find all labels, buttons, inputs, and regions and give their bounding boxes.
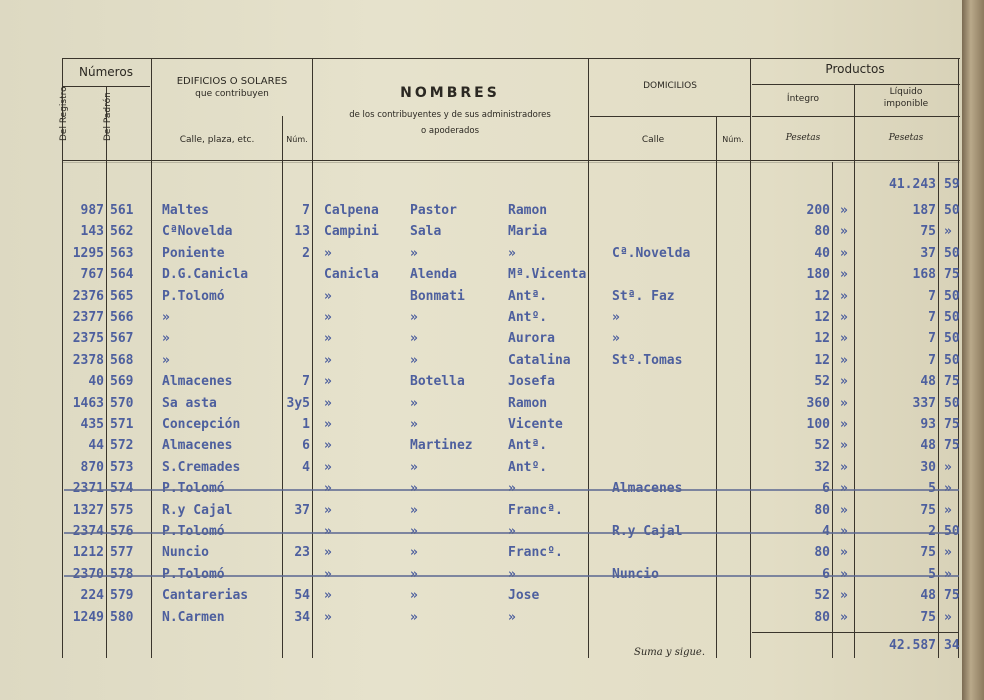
suma-y-sigue-label: Suma y sigue. [634,647,706,658]
padron-number: 568 [110,353,134,368]
liquido-pesetas: 75 [920,545,936,560]
domicile-street [612,223,716,241]
padron-number: 567 [110,331,134,346]
domicile-street [612,437,716,455]
domicile-street [612,587,716,605]
street-name: Almacenes [162,438,233,453]
street-number: 1 [302,417,310,432]
street-name: Concepción [162,417,241,432]
liquido-cents: » [944,610,952,625]
liquido-cents: 75 [944,438,960,453]
header-calle-plaza: Calle, plaza, etc. [179,135,255,145]
integro-pesetas: 80 [814,610,830,625]
first-surname: » [324,396,332,411]
second-surname: Botella [410,374,465,389]
second-surname: » [410,396,418,411]
sum-rule [752,632,958,633]
integro-cents: » [840,310,848,325]
strikethrough-line [64,489,959,491]
second-surname: » [410,460,418,475]
integro-pesetas: 52 [814,438,830,453]
strikethrough-line [64,575,959,577]
second-surname: » [410,588,418,603]
street-name: » [162,353,170,368]
liquido-cents: 75 [944,417,960,432]
header-liquido: Líquido [889,87,923,97]
given-name: Aurora [508,331,555,346]
table-top-border [62,58,960,59]
liquido-cents: 50 [944,203,960,218]
integro-cents: » [840,396,848,411]
liquido-cents: 50 [944,331,960,346]
header-que-contribuyen: que contribuyen [195,89,269,99]
street-name: Sa asta [162,396,217,411]
street-name: P.Tolomó [162,289,225,304]
liquido-cents: 50 [944,246,960,261]
first-surname: » [324,438,332,453]
street-number: 6 [302,438,310,453]
street-number: 13 [294,224,310,239]
given-name: Antº. [508,460,548,475]
street-number: 23 [294,545,310,560]
street-number: 7 [302,203,310,218]
second-surname: » [410,545,418,560]
col-rule-pad [151,58,152,658]
given-name: Jose [508,588,540,603]
given-name: Antª. [508,289,548,304]
padron-number: 565 [110,289,134,304]
liquido-pesetas: 75 [920,224,936,239]
liquido-pesetas: 48 [920,438,936,453]
liquido-pesetas: 75 [920,503,936,518]
integro-cents: » [840,545,848,560]
carry-cents: 59 [944,177,960,192]
integro-pesetas: 180 [806,267,830,282]
header-imponible: imponible [883,99,929,109]
second-surname: » [410,610,418,625]
given-name: Antº. [508,310,548,325]
domicile-street: » [612,310,620,325]
second-surname: » [410,331,418,346]
given-name: Ramon [508,396,548,411]
domicilios-divider [590,116,750,117]
registro-number: 1327 [72,503,104,518]
second-surname: Pastor [410,203,457,218]
domicile-street [612,459,716,477]
header-integro: Íntegro [786,94,820,104]
integro-pesetas: 80 [814,503,830,518]
integro-cents: » [840,203,848,218]
col-rule-int-cents [832,162,833,658]
domicile-street [612,502,716,520]
first-surname: » [324,417,332,432]
integro-pesetas: 80 [814,224,830,239]
header-bottom-border-2 [62,162,960,163]
header-edificios: EDIFICIOS O SOLARES [176,76,288,87]
first-surname: Canicla [324,267,379,282]
liquido-cents: » [944,545,952,560]
second-surname: » [410,353,418,368]
col-rule-nombres [588,58,589,658]
header-pesetas-liquido: Pesetas [888,133,924,143]
given-name: Maria [508,224,548,239]
integro-cents: » [840,246,848,261]
integro-cents: » [840,417,848,432]
second-surname: » [410,503,418,518]
domicile-street: Stª. Faz [612,289,675,304]
first-surname: » [324,545,332,560]
integro-pesetas: 12 [814,353,830,368]
registro-number: 987 [80,203,104,218]
domicile-street [612,202,716,220]
first-surname: » [324,460,332,475]
liquido-pesetas: 30 [920,460,936,475]
padron-number: 571 [110,417,134,432]
first-surname: » [324,503,332,518]
registro-number: 435 [80,417,104,432]
registro-number: 2378 [72,353,104,368]
padron-number: 569 [110,374,134,389]
given-name: Francº. [508,545,563,560]
street-number: 4 [302,460,310,475]
liquido-pesetas: 37 [920,246,936,261]
first-surname: » [324,310,332,325]
integro-cents: » [840,331,848,346]
liquido-pesetas: 75 [920,610,936,625]
total-liquido: 42.587 [889,638,936,653]
integro-pesetas: 200 [806,203,830,218]
registro-number: 2377 [72,310,104,325]
padron-number: 579 [110,588,134,603]
registro-number: 1249 [72,610,104,625]
given-name: » [508,610,516,625]
padron-number: 561 [110,203,134,218]
first-surname: Calpena [324,203,379,218]
liquido-cents: 50 [944,310,960,325]
registro-number: 2375 [72,331,104,346]
second-surname: » [410,310,418,325]
padron-number: 563 [110,246,134,261]
given-name: Ramon [508,203,548,218]
header-numeros: Números [79,65,133,79]
registro-number: 870 [80,460,104,475]
given-name: Catalina [508,353,571,368]
header-dom-calle: Calle [641,135,665,145]
given-name: Antª. [508,438,548,453]
domicile-street [612,416,716,434]
registro-number: 143 [80,224,104,239]
liquido-pesetas: 187 [912,203,936,218]
street-name: S.Cremades [162,460,241,475]
col-rule-left [62,58,63,658]
domicile-street [612,609,716,627]
padron-number: 564 [110,267,134,282]
header-del-padron: Del Padrón [103,92,113,141]
padron-number: 580 [110,610,134,625]
second-surname: » [410,417,418,432]
street-name: » [162,331,170,346]
domicile-street [612,266,716,284]
integro-cents: » [840,353,848,368]
header-pesetas-integro: Pesetas [785,133,821,143]
liquido-pesetas: 48 [920,588,936,603]
street-name: D.G.Canicla [162,267,249,282]
integro-cents: » [840,503,848,518]
street-name: Almacenes [162,374,233,389]
street-number: 54 [294,588,310,603]
integro-cents: » [840,267,848,282]
street-number [284,266,310,284]
liquido-cents: 75 [944,588,960,603]
registro-number: 767 [80,267,104,282]
street-name: CªNovelda [162,224,233,239]
first-surname: » [324,246,332,261]
integro-cents: » [840,374,848,389]
registro-number: 1212 [72,545,104,560]
street-name: Maltes [162,203,209,218]
liquido-cents: 75 [944,374,960,389]
integro-pesetas: 12 [814,310,830,325]
first-surname: » [324,610,332,625]
first-surname: » [324,588,332,603]
padron-number: 575 [110,503,134,518]
domicile-street [612,544,716,562]
header-nombres: NOMBRES [400,85,500,101]
productos-sub-divider [752,116,960,117]
street-number [284,288,310,306]
street-number [284,309,310,327]
second-surname: » [410,246,418,261]
col-rule-integro [854,84,855,658]
liquido-cents: » [944,460,952,475]
liquido-pesetas: 337 [912,396,936,411]
first-surname: » [324,289,332,304]
liquido-pesetas: 93 [920,417,936,432]
street-number: 37 [294,503,310,518]
strikethrough-line [64,532,959,534]
liquido-pesetas: 48 [920,374,936,389]
street-number: 34 [294,610,310,625]
registro-number: 44 [88,438,104,453]
registro-number: 1463 [72,396,104,411]
header-productos: Productos [825,62,885,76]
liquido-pesetas: 168 [912,267,936,282]
productos-divider [752,84,960,85]
given-name: Mª.Vicenta [508,267,587,282]
domicile-street [612,373,716,391]
second-surname: Alenda [410,267,457,282]
padron-number: 573 [110,460,134,475]
header-del-registro: Del Registro [59,86,69,141]
integro-cents: » [840,289,848,304]
street-number [284,330,310,348]
integro-pesetas: 52 [814,374,830,389]
integro-pesetas: 12 [814,289,830,304]
second-surname: Bonmati [410,289,465,304]
street-name: Nuncio [162,545,209,560]
street-number: 2 [302,246,310,261]
header-bottom-border [62,160,960,161]
domicile-street [612,395,716,413]
given-name: Josefa [508,374,555,389]
liquido-cents: » [944,503,952,518]
liquido-cents: 75 [944,267,960,282]
domicile-street: Stº.Tomas [612,353,683,368]
street-number: 3y5 [286,396,310,411]
liquido-pesetas: 7 [928,310,936,325]
header-dom-num: Núm. [722,135,744,144]
domicile-street: » [612,331,620,346]
given-name: » [508,246,516,261]
liquido-pesetas: 7 [928,289,936,304]
header-num: Núm. [286,135,308,144]
integro-pesetas: 80 [814,545,830,560]
padron-number: 577 [110,545,134,560]
padron-number: 572 [110,438,134,453]
street-name: Cantarerias [162,588,249,603]
carry-liquido: 41.243 [889,177,936,192]
col-rule-num [312,58,313,658]
first-surname: » [324,331,332,346]
liquido-cents: 50 [944,353,960,368]
registro-number: 224 [80,588,104,603]
padron-number: 562 [110,224,134,239]
given-name: Vicente [508,417,563,432]
second-surname: Sala [410,224,442,239]
integro-cents: » [840,610,848,625]
header-nombres-sub1: de los contribuyentes y de sus administradores [349,110,551,120]
second-surname: Martinez [410,438,473,453]
integro-pesetas: 12 [814,331,830,346]
street-number [284,352,310,370]
total-cents: 34 [944,638,960,653]
padron-number: 570 [110,396,134,411]
street-name: » [162,310,170,325]
registro-number: 1295 [72,246,104,261]
col-rule-reg [106,86,107,658]
header-nombres-sub2: o apoderados [420,126,480,136]
given-name: Francª. [508,503,563,518]
street-name: R.y Cajal [162,503,233,518]
registro-number: 2376 [72,289,104,304]
integro-pesetas: 360 [806,396,830,411]
first-surname: » [324,353,332,368]
first-surname: Campini [324,224,379,239]
integro-pesetas: 32 [814,460,830,475]
liquido-pesetas: 7 [928,353,936,368]
col-rule-dom [750,58,751,658]
padron-number: 566 [110,310,134,325]
integro-cents: » [840,224,848,239]
domicile-street: Cª.Novelda [612,246,691,261]
liquido-pesetas: 7 [928,331,936,346]
integro-cents: » [840,460,848,475]
first-surname: » [324,374,332,389]
integro-pesetas: 40 [814,246,830,261]
integro-pesetas: 100 [806,417,830,432]
liquido-cents: 50 [944,289,960,304]
street-name: N.Carmen [162,610,225,625]
registro-number: 40 [88,374,104,389]
integro-pesetas: 52 [814,588,830,603]
street-name: Poniente [162,246,225,261]
liquido-cents: » [944,224,952,239]
integro-cents: » [840,438,848,453]
header-domicilios: DOMICILIOS [643,81,697,91]
integro-cents: » [840,588,848,603]
book-spine-edge [962,0,984,700]
street-number: 7 [302,374,310,389]
col-rule-liq-cents [938,162,939,658]
liquido-cents: 50 [944,396,960,411]
